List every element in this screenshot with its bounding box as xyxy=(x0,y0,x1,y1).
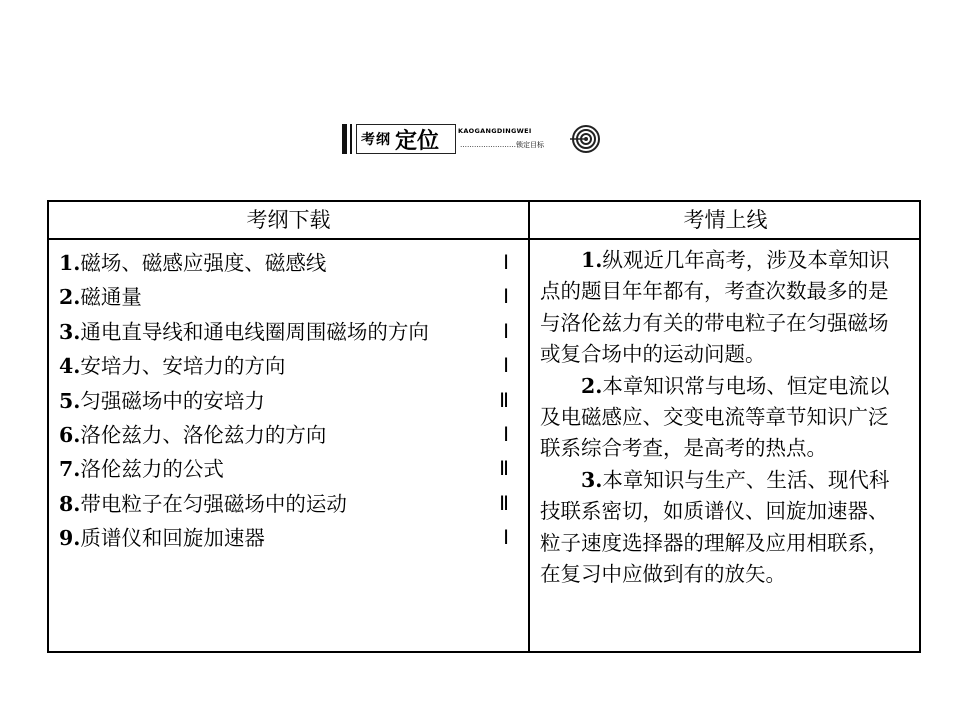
syllabus-list xyxy=(59,246,519,556)
paragraph-text: 本章知识与生产、生活、现代科技联系密切，如质谱仪、回旋加速器、粒子速度选择器的理解及应用相联系，在复习中应做到有的放矢。 xyxy=(540,467,890,587)
list-item xyxy=(59,246,519,280)
item-level: Ⅰ xyxy=(503,252,509,274)
item-level: Ⅰ xyxy=(503,320,509,343)
banner-subtitle: KAOGANGDINGWEI xyxy=(458,127,532,135)
banner-tagline: ……………………锁定目标 xyxy=(460,141,544,149)
item-number: 9. xyxy=(59,526,81,551)
syllabus-table xyxy=(47,200,921,653)
paragraph-text: 本章知识常与电场、恒定电流以及电磁感应、交变电流等章节知识广泛联系综合考查，是高考的热点。 xyxy=(540,373,890,461)
item-level: Ⅰ xyxy=(503,355,509,378)
header-syllabus: 考纲下载 xyxy=(246,208,331,232)
list-item xyxy=(59,384,519,418)
item-level: Ⅰ xyxy=(503,527,509,550)
paragraph-number: 3. xyxy=(581,467,603,492)
item-level: Ⅱ xyxy=(499,492,509,515)
item-number: 8. xyxy=(59,491,81,516)
target-icon xyxy=(570,124,600,154)
banner-title-box xyxy=(356,124,456,154)
banner-bar xyxy=(342,124,347,154)
item-text: 匀强磁场中的安培力 xyxy=(80,388,265,413)
list-item xyxy=(59,315,519,349)
exam-trends-text xyxy=(540,245,906,590)
item-number: 4. xyxy=(59,354,81,379)
item-level: Ⅰ xyxy=(503,423,509,446)
trend-paragraph xyxy=(540,465,906,591)
list-item xyxy=(59,280,519,314)
list-item xyxy=(59,452,519,486)
trend-paragraph xyxy=(540,371,906,465)
item-level: Ⅱ xyxy=(499,458,509,481)
paragraph-text: 纵观近几年高考，涉及本章知识点的题目年年都有，考查次数最多的是与洛伦兹力有关的带电粒子在匀强磁场或复合场中的运动问题。 xyxy=(540,248,890,367)
item-text: 洛伦兹力的公式 xyxy=(80,457,224,482)
section-banner xyxy=(342,120,604,160)
banner-title-part1: 考纲 xyxy=(361,132,391,148)
item-text: 质谱仪和回旋加速器 xyxy=(80,526,265,551)
item-number: 3. xyxy=(59,319,81,344)
item-level: Ⅰ xyxy=(503,286,509,309)
item-number: 2. xyxy=(59,285,81,310)
item-number: 6. xyxy=(59,422,81,447)
item-text: 通电直导线和通电线圈周围磁场的方向 xyxy=(80,319,429,344)
item-text: 带电粒子在匀强磁场中的运动 xyxy=(80,491,347,516)
list-item xyxy=(59,349,519,383)
item-text: 安培力、安培力的方向 xyxy=(80,354,286,379)
list-item xyxy=(59,521,519,555)
table-header-row xyxy=(49,202,919,240)
item-number: 5. xyxy=(59,388,81,413)
column-divider xyxy=(528,202,530,651)
list-item xyxy=(59,487,519,521)
header-exam-trends: 考情上线 xyxy=(683,208,768,232)
banner-title-part2: 定位 xyxy=(395,128,440,154)
item-text: 磁场、磁感应强度、磁感线 xyxy=(80,251,327,275)
item-text: 磁通量 xyxy=(80,285,142,310)
item-level: Ⅱ xyxy=(499,389,509,412)
paragraph-number: 1. xyxy=(581,248,603,272)
item-number: 7. xyxy=(59,457,81,482)
paragraph-number: 2. xyxy=(581,373,603,398)
banner-bar-thin xyxy=(350,124,352,154)
item-number: 1. xyxy=(59,251,81,275)
trend-paragraph xyxy=(540,245,906,371)
item-text: 洛伦兹力、洛伦兹力的方向 xyxy=(80,422,327,447)
list-item xyxy=(59,418,519,452)
